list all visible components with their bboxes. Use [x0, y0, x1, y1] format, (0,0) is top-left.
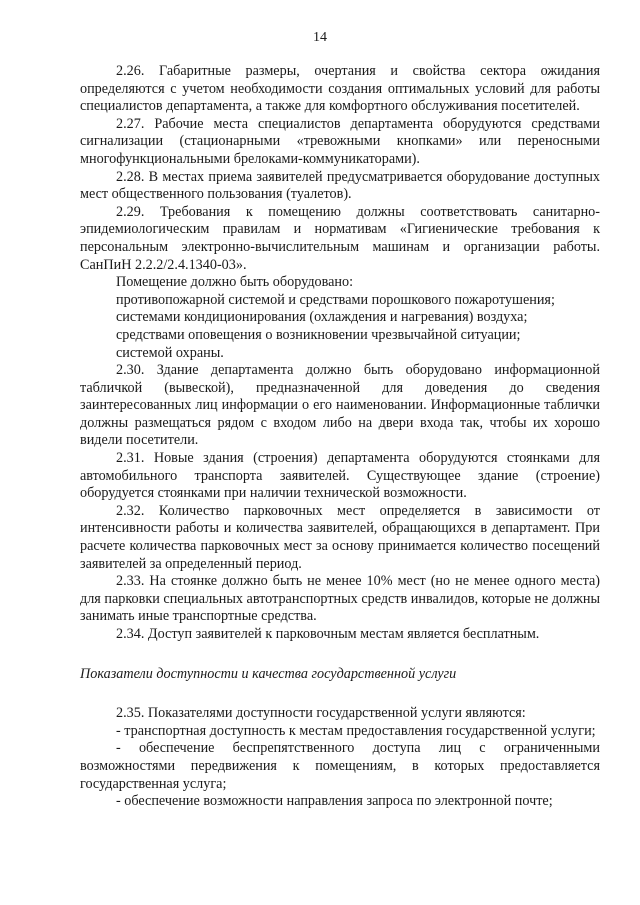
section-heading: Показатели доступности и качества государственной услуги — [80, 665, 457, 682]
paragraph-2-32: 2.32. Количество парковочных мест определяется в зависимости от интенсивности работы и количества заявителей, обращающихся в департамент. При расчете количества парковочных мест за основу принимается количество посещений заявителей за определенный период. — [80, 502, 600, 572]
availability-item: - транспортная доступность к местам предоставления государственной услуги; — [116, 722, 596, 739]
paragraph-2-26: 2.26. Габаритные размеры, очертания и свойства сектора ожидания определяются с учетом необходимости создания оптимальных условий для работы специалистов департамента, а также для комфортного обслуживания посетителей. — [80, 63, 600, 115]
equipment-item: системами кондиционирования (охлаждения и нагревания) воздуха; — [116, 309, 528, 326]
page-number: 14 — [313, 30, 327, 45]
equipment-item: противопожарной системой и средствами порошкового пожаротушения; — [116, 291, 555, 308]
paragraph-2-33: 2.33. На стоянке должно быть не менее 10% мест (но не менее одного места) для парковки специальных автотранспортных средств инвалидов, которые не должны занимать иные транспортные средства. — [80, 573, 600, 625]
equipment-intro: Помещение должно быть оборудовано: — [116, 274, 354, 291]
equipment-item: системой охраны. — [116, 344, 224, 361]
paragraph-2-27: 2.27. Рабочие места специалистов департамента оборудуются средствами сигнализации (стационарными «тревожными кнопками» или переносными многофункциональными брелоками-коммуникаторами). — [80, 115, 600, 167]
paragraph-2-29: 2.29. Требования к помещению должны соответствовать санитарно-эпидемиологическим правилам и нормативам «Гигиенические требования к персональным электронно-вычислительным машинам и организации работы. СанПиН 2.2.2/2.4.1340-03». — [80, 203, 600, 273]
paragraph-2-34: 2.34. Доступ заявителей к парковочным местам является бесплатным. — [116, 626, 540, 642]
availability-item: - обеспечение беспрепятственного доступа лиц с ограниченными возможностями передвижения к помещениям, в которых предоставляется государственная услуга; — [80, 740, 600, 792]
document-body — [80, 63, 600, 811]
paragraph-2-35: 2.35. Показателями доступности государственной услуги являются: — [116, 705, 526, 722]
paragraph-2-28: 2.28. В местах приема заявителей предусматривается оборудование доступных мест общественного пользования (туалетов). — [80, 168, 600, 203]
availability-item: - обеспечение возможности направления запроса по электронной почте; — [116, 793, 553, 810]
equipment-item: средствами оповещения о возникновении чрезвычайной ситуации; — [116, 326, 521, 343]
paragraph-2-30: 2.30. Здание департамента должно быть оборудовано информационной табличкой (вывеской), предназначенной для доведения до сведения заинтересованных лиц информации о его наименовании. Информационные таблички должны размещаться рядом с входом либо на двери входа так, чтобы их хорошо видели посетители. — [80, 362, 600, 449]
paragraph-2-31: 2.31. Новые здания (строения) департамента оборудуются стоянками для автомобильного транспорта заявителей. Существующее здание (строение) оборудуется стоянками при наличии технической возможности. — [80, 450, 600, 502]
